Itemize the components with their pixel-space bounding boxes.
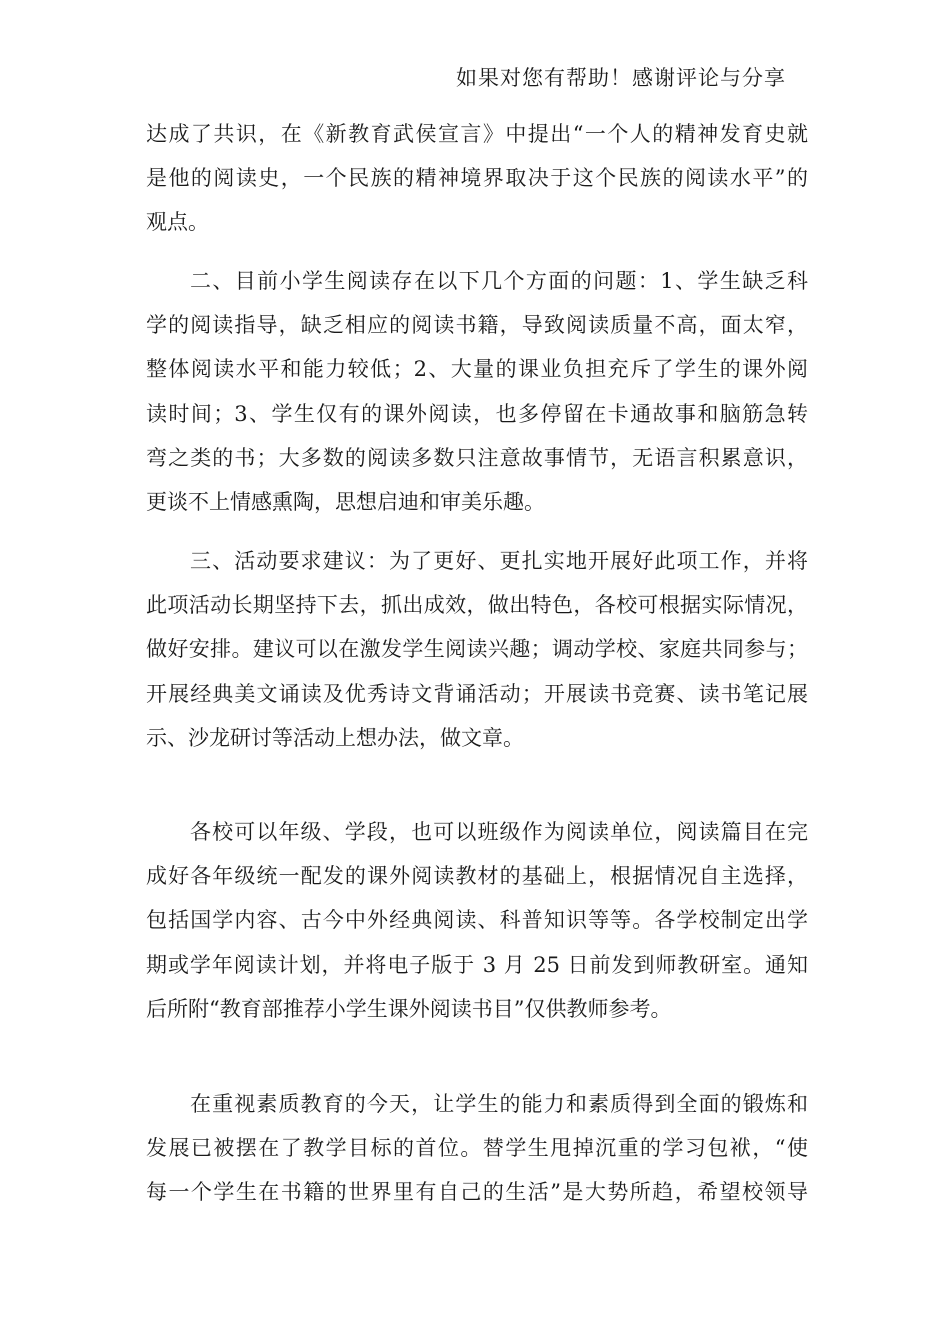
- paragraph-1: [146, 259, 808, 524]
- text-line: 期或学年阅读计划，并将电子版于 3 月 25 日前发到师教研室。通知: [146, 952, 808, 977]
- text-line: 在重视素质教育的今天，让学生的能力和素质得到全面的锻炼和: [190, 1092, 808, 1116]
- text-line: 做好安排。建议可以在激发学生阅读兴趣；调动学校、家庭共同参与；: [146, 637, 808, 662]
- text-line: 弯之类的书；大多数的阅读多数只注意故事情节，无语言积累意识，: [146, 445, 808, 470]
- text-line: 此项活动长期坚持下去，抓出成效，做出特色，各校可根据实际情况，: [146, 593, 808, 618]
- paragraph-4: [146, 1082, 808, 1215]
- text-line: 示、沙龙研讨等活动上想办法，做文章。: [146, 725, 524, 750]
- paragraph-0: [146, 112, 808, 245]
- text-line: 三、活动要求建议：为了更好、更扎实地开展好此项工作，并将: [190, 549, 808, 573]
- text-line: 各校可以年级、学段，也可以班级作为阅读单位，阅读篇目在完: [190, 820, 808, 844]
- text-line: 学的阅读指导，缺乏相应的阅读书籍，导致阅读质量不高，面太窄，: [146, 313, 808, 338]
- text-line: 达成了共识，在《新教育武侯宣言》中提出“一个人的精神发育史就: [146, 122, 808, 146]
- page-header: 如果对您有帮助！感谢评论与分享: [456, 66, 786, 90]
- text-line: 更谈不上情感熏陶，思想启迪和审美乐趣。: [146, 489, 545, 514]
- paragraph-2: [146, 539, 808, 760]
- text-line: 二、目前小学生阅读存在以下几个方面的问题：1、学生缺乏科: [190, 269, 808, 293]
- text-line: 后所附“教育部推荐小学生课外阅读书目”仅供教师参考。: [146, 996, 672, 1021]
- text-line: 整体阅读水平和能力较低；2、大量的课业负担充斥了学生的课外阅: [146, 357, 808, 382]
- text-line: 开展经典美文诵读及优秀诗文背诵活动；开展读书竞赛、读书笔记展: [146, 681, 808, 706]
- text-line: 读时间；3、学生仅有的课外阅读，也多停留在卡通故事和脑筋急转: [146, 401, 808, 426]
- text-line: 成好各年级统一配发的课外阅读教材的基础上，根据情况自主选择，: [146, 864, 808, 889]
- text-line: 观点。: [146, 210, 209, 235]
- paragraph-3: [146, 810, 808, 1031]
- text-line: 发展已被摆在了教学目标的首位。替学生甩掉沉重的学习包袱，“使: [146, 1136, 808, 1161]
- text-line: 每一个学生在书籍的世界里有自己的生活”是大势所趋，希望校领导: [146, 1180, 808, 1205]
- text-line: 包括国学内容、古今中外经典阅读、科普知识等等。各学校制定出学: [146, 908, 808, 933]
- text-line: 是他的阅读史，一个民族的精神境界取决于这个民族的阅读水平”的: [146, 166, 808, 191]
